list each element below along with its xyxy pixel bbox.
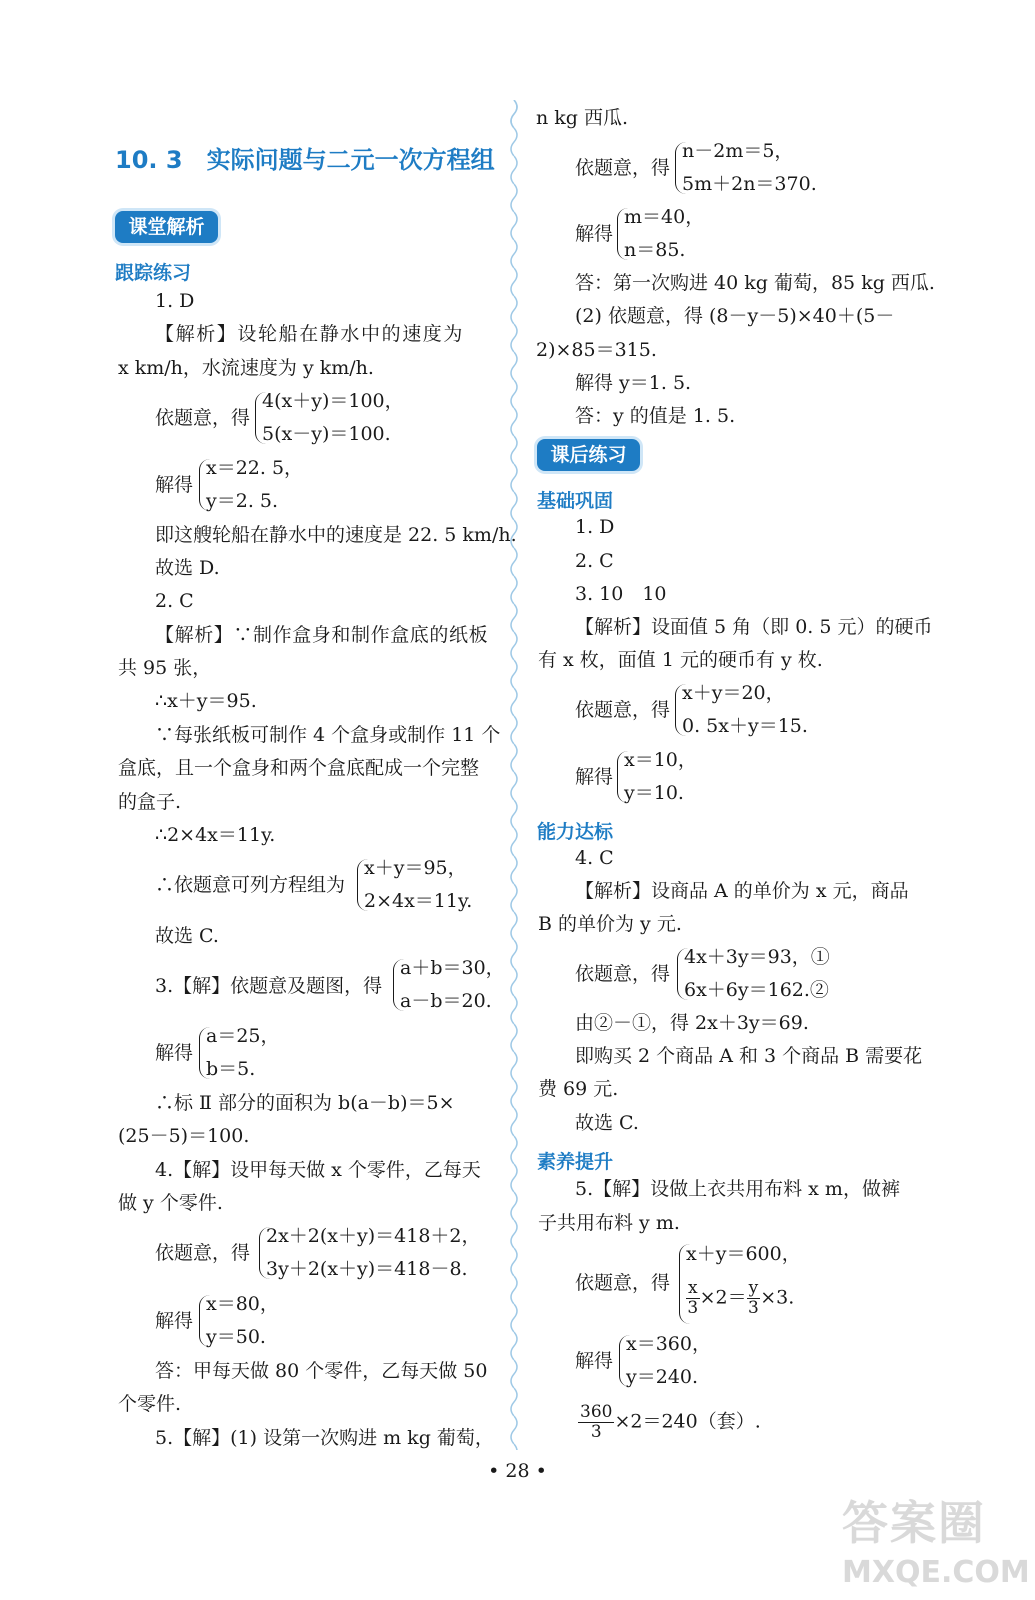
text-line: 答：y 的值是 1. 5. [575, 405, 736, 427]
equation-line: n＝85. [624, 239, 686, 261]
numerator: y [748, 1278, 759, 1298]
equation-fraction-line [578, 1404, 761, 1441]
text-line: 即这艘轮船在静水中的速度是 22. 5 km/h. [155, 524, 517, 546]
equation-line: 3y＋2(x＋y)＝418－8. [266, 1258, 468, 1280]
equation-line: 0. 5x＋y＝15. [682, 715, 808, 737]
equation-line: x＝10， [624, 749, 697, 771]
equation-line: y＝2. 5. [206, 490, 279, 512]
section-title [115, 140, 495, 175]
subheading-tracking: 跟踪练习 [115, 262, 192, 284]
numerator: 360 [580, 1402, 613, 1422]
numerator: x [688, 1278, 698, 1298]
text-line: ∴依题意可列方程组为 [155, 874, 346, 896]
text-line: ∵每张纸板可制作 4 个盒身或制作 11 个 [155, 724, 501, 746]
equation-line: y＝50. [206, 1326, 266, 1348]
section-heading: 实际问题与二元一次方程组 [206, 146, 495, 174]
equation-text: ×2＝ [699, 1286, 747, 1309]
fraction [686, 1280, 700, 1317]
text-line: 依题意，得 [575, 157, 671, 179]
text-line: 由②－①，得 2x＋3y＝69. [575, 1012, 809, 1034]
section-number: 10. 3 [115, 146, 183, 174]
text-line: (2) 依题意，得 (8－y－5)×40＋(5－ [575, 305, 895, 327]
text-line: 5.【解】(1) 设第一次购进 m kg 葡萄， [155, 1427, 494, 1449]
text-line: 3.【解】依题意及题图，得 [155, 975, 383, 997]
answer-line: 2. C [155, 590, 194, 612]
subheading-basic: 基础巩固 [537, 490, 614, 512]
column-separator [506, 100, 522, 1450]
equation-line: b＝5. [206, 1058, 256, 1080]
text-line: 盒底，且一个盒身和两个盒底配成一个完整 [118, 757, 480, 779]
text-line: 2)×85＝315. [536, 339, 657, 361]
text-line: 故选 C. [575, 1112, 639, 1134]
equation-line: x＝360， [626, 1333, 711, 1355]
equation-line: x＝80， [206, 1293, 279, 1315]
equation-line: y＝10. [624, 782, 684, 804]
equation-text: ×2＝240（套）. [614, 1410, 761, 1433]
text-line: x km/h，水流速度为 y km/h. [118, 357, 374, 379]
text-line: 解得 y＝1. 5. [575, 372, 692, 394]
text-line: 5.【解】设做上衣共用布料 x m，做裤 [575, 1178, 900, 1200]
answer-line: 1. D [155, 290, 195, 312]
text-line: 4.【解】设甲每天做 x 个零件，乙每天 [155, 1159, 481, 1181]
text-line: 【解析】设商品 A 的单价为 x 元，商品 [575, 880, 909, 902]
equation-line: a＝25， [206, 1025, 280, 1047]
equation-line: 4x＋3y＝93，① [684, 946, 830, 968]
answer-line: 4. C [575, 847, 614, 869]
answer-line: 2. C [575, 550, 614, 572]
equation-line: x＋y＝600， [686, 1243, 801, 1265]
page-number: • 28 • [488, 1460, 547, 1482]
answer-line: 3. 10 10 [575, 583, 667, 605]
denominator: 3 [590, 1422, 602, 1442]
equation-line: 5(x－y)＝100. [262, 423, 391, 445]
fraction [578, 1404, 614, 1441]
equation-line: y＝240. [626, 1366, 699, 1388]
text-line: ∴x＋y＝95. [155, 690, 257, 712]
text-line: 解得 [575, 1350, 614, 1372]
text-line: 解得 [575, 223, 614, 245]
text-line: B 的单价为 y 元. [538, 913, 682, 935]
answer-line: 1. D [575, 516, 615, 538]
text-line: 依题意，得 [575, 1272, 671, 1294]
text-line: ∴2×4x＝11y. [155, 824, 276, 846]
text-line: 答：甲每天做 80 个零件，乙每天做 50 [155, 1360, 488, 1382]
watermark-bottom: MXQE.COM [842, 1555, 1030, 1590]
text-line: 解得 [155, 474, 194, 496]
watermark-top: 答案圈 [842, 1496, 986, 1550]
text-line: ∴标 Ⅱ 部分的面积为 b(a－b)＝5× [155, 1092, 455, 1114]
text-line: 费 69 元. [538, 1078, 619, 1100]
text-line: 【解析】设轮船在静水中的速度为 [155, 323, 465, 345]
text-line: 答：第一次购进 40 kg 葡萄，85 kg 西瓜. [575, 272, 935, 294]
denominator: 3 [687, 1298, 699, 1318]
equation-line: a－b＝20. [400, 990, 492, 1012]
equation-line: x＋y＝95， [364, 857, 467, 879]
equation-text: ×3. [760, 1286, 795, 1309]
equation-line: a＋b＝30， [400, 957, 505, 979]
pill-after-class-practice: 课后练习 [537, 439, 640, 471]
equation-line: x＝22. 5， [206, 457, 304, 479]
text-line: 依题意，得 [575, 963, 671, 985]
equation-line: m＝40， [624, 206, 705, 228]
watermark-logo [842, 1487, 1030, 1590]
text-line: 有 x 枚，面值 1 元的硬币有 y 枚. [538, 649, 823, 671]
text-line: 共 95 张， [118, 657, 212, 679]
text-line: 依题意，得 [575, 699, 671, 721]
text-line: 的盒子. [118, 791, 182, 813]
text-line: 依题意，得 [155, 407, 251, 429]
equation-line: 2x＋2(x＋y)＝418＋2， [266, 1225, 481, 1247]
text-line: 【解析】设面值 5 角（即 0. 5 元）的硬币 [575, 616, 933, 638]
equation-fraction-line [686, 1280, 794, 1317]
equation-line: x＋y＝20， [682, 682, 785, 704]
text-line: 解得 [575, 766, 614, 788]
text-line: 解得 [155, 1310, 194, 1332]
equation-line: 5m＋2n＝370. [682, 173, 817, 195]
equation-line: n－2m＝5， [682, 140, 794, 162]
equation-line: 4(x＋y)＝100， [262, 390, 404, 412]
text-line: (25－5)＝100. [118, 1125, 250, 1147]
fraction [747, 1280, 761, 1317]
denominator: 3 [748, 1298, 759, 1318]
equation-line: 6x＋6y＝162.② [684, 979, 829, 1001]
subheading-literacy: 素养提升 [537, 1151, 614, 1173]
text-line: 【解析】∵制作盒身和制作盒底的纸板 [155, 624, 489, 646]
text-line: 子共用布料 y m. [538, 1212, 680, 1234]
text-line: 做 y 个零件. [118, 1192, 223, 1214]
text-line: 解得 [155, 1042, 194, 1064]
text-line: n kg 西瓜. [536, 107, 629, 129]
text-line: 即购买 2 个商品 A 和 3 个商品 B 需要花 [575, 1045, 923, 1067]
text-line: 个零件. [118, 1393, 182, 1415]
text-line: 故选 D. [155, 557, 220, 579]
equation-line: 2×4x＝11y. [364, 890, 473, 912]
pill-classroom-analysis: 课堂解析 [115, 211, 218, 243]
subheading-ability: 能力达标 [537, 821, 614, 843]
text-line: 依题意，得 [155, 1242, 251, 1264]
text-line: 故选 C. [155, 925, 219, 947]
